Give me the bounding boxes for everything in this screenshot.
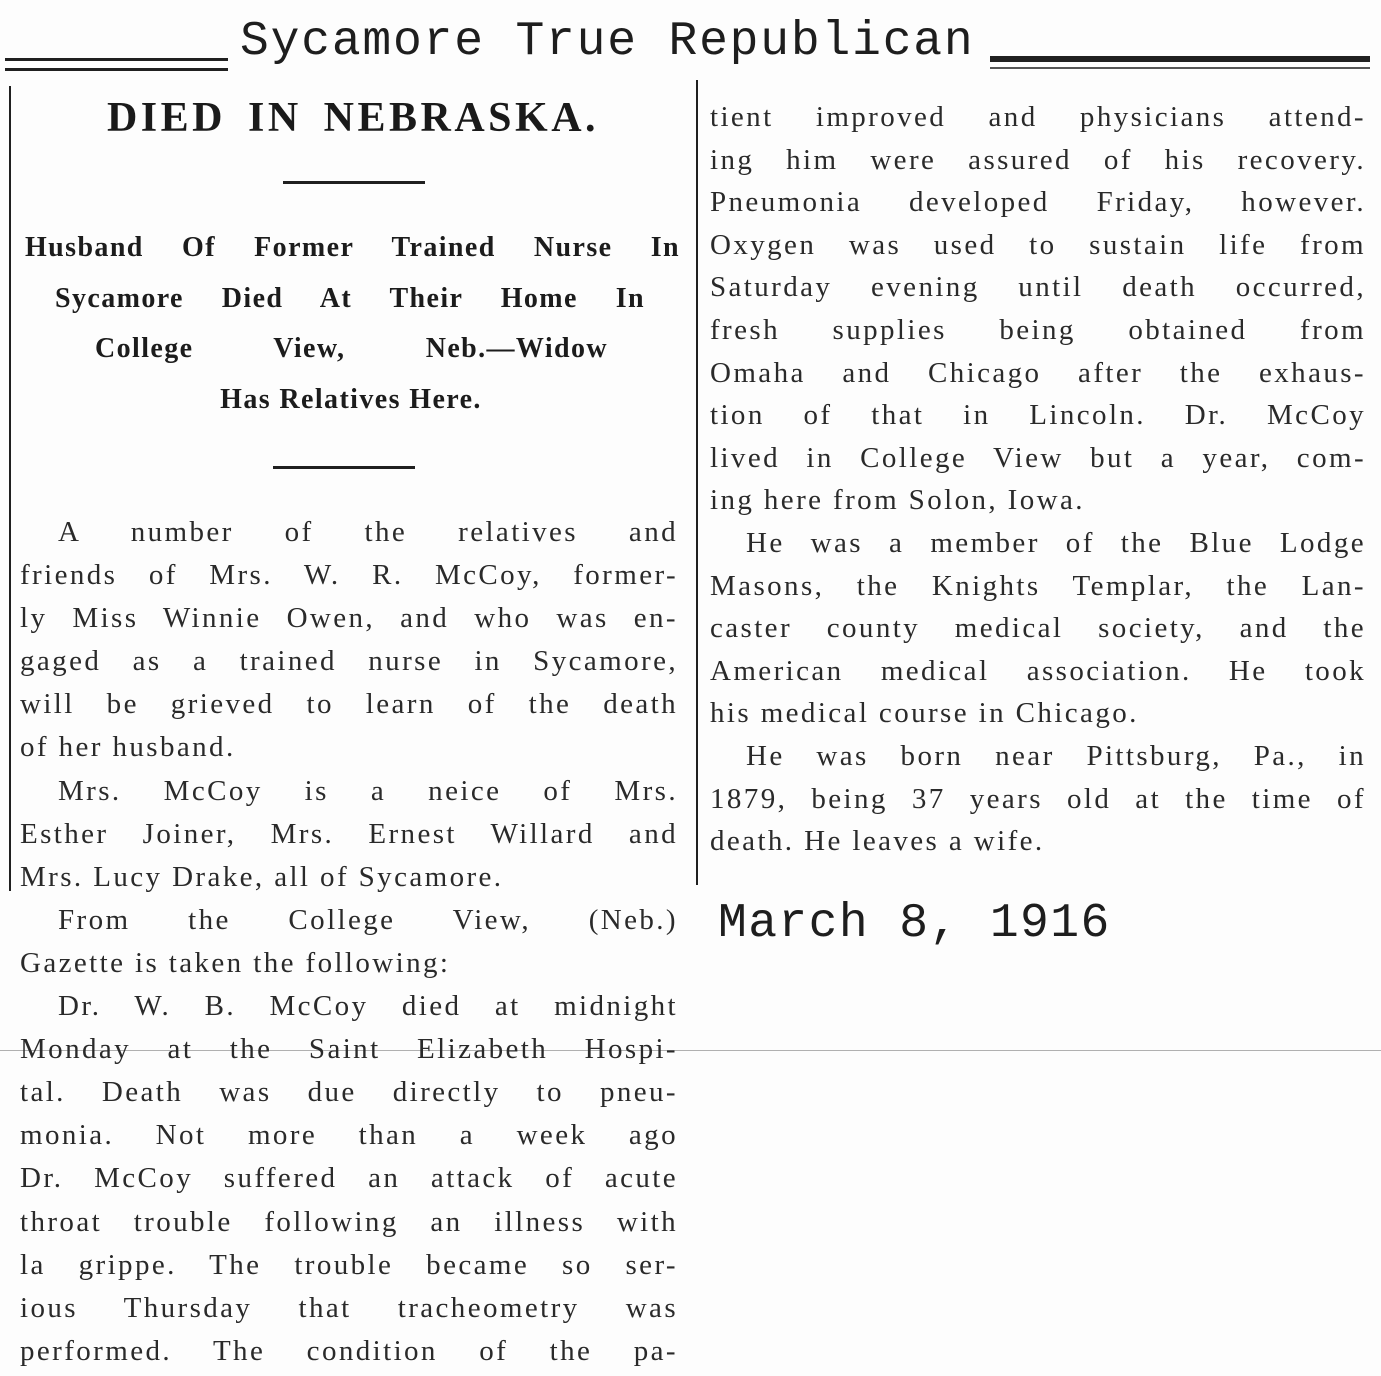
- text-line: lived in College View but a year, com-: [710, 441, 1366, 474]
- masthead-rule-left-lower: [5, 68, 228, 71]
- headline: DIED IN NEBRASKA.: [106, 95, 600, 141]
- paragraph: [20, 985, 678, 1373]
- paragraph: [20, 770, 678, 899]
- text-line: Oxygen was used to sustain life from: [710, 228, 1366, 261]
- text-line: monia. Not more than a week ago: [20, 1119, 678, 1152]
- text-line: ly Miss Winnie Owen, and who was en-: [20, 602, 678, 635]
- text-line: death. He leaves a wife.: [710, 825, 1045, 858]
- text-line: Saturday evening until death occurred,: [710, 271, 1366, 304]
- text-line: Pneumonia developed Friday, however.: [710, 186, 1366, 219]
- masthead-title: Sycamore True Republican: [240, 15, 975, 69]
- text-line: of her husband.: [20, 731, 236, 764]
- column-separator-line: [696, 80, 698, 885]
- text-line: caster county medical society, and the: [710, 612, 1366, 645]
- text-line: From the College View, (Neb.): [58, 903, 678, 936]
- masthead-rule-right-lower: [990, 67, 1370, 69]
- headline-divider: [283, 181, 425, 184]
- subheadline-line: College View, Neb.—Widow: [95, 333, 608, 365]
- paragraph: [710, 522, 1366, 735]
- right-column: [710, 96, 1366, 863]
- text-line: tient improved and physicians attend-: [710, 101, 1366, 133]
- paragraph: [710, 96, 1366, 522]
- text-line: 1879, being 37 years old at the time of: [710, 782, 1366, 815]
- text-line: Masons, the Knights Templar, the Lan-: [710, 569, 1366, 602]
- text-line: A number of the relatives and: [58, 516, 678, 548]
- subheadline: [0, 223, 697, 426]
- text-line: Mrs. McCoy is a neice of Mrs.: [58, 774, 678, 807]
- paragraph: [20, 511, 678, 770]
- subheadline-line: Has Relatives Here.: [220, 384, 482, 416]
- text-line: Esther Joiner, Mrs. Ernest Willard and: [20, 817, 678, 850]
- text-line: gaged as a trained nurse in Sycamore,: [20, 645, 678, 678]
- left-column: [20, 511, 678, 1373]
- text-line: Dr. McCoy suffered an attack of acute: [20, 1162, 678, 1195]
- text-line: his medical course in Chicago.: [710, 697, 1139, 730]
- text-line: throat trouble following an illness with: [20, 1205, 678, 1238]
- masthead-rule-left-upper: [5, 58, 228, 61]
- subheadline-divider: [273, 466, 415, 469]
- text-line: Mrs. Lucy Drake, all of Sycamore.: [20, 860, 504, 893]
- text-line: ing here from Solon, Iowa.: [710, 484, 1085, 517]
- text-line: ious Thursday that tracheometry was: [20, 1291, 678, 1324]
- text-line: tal. Death was due directly to pneu-: [20, 1076, 678, 1109]
- text-line: friends of Mrs. W. R. McCoy, former-: [20, 559, 678, 592]
- paragraph: [20, 899, 678, 985]
- paragraph: [710, 735, 1366, 863]
- text-line: American medical association. He took: [710, 654, 1366, 687]
- text-line: will be grieved to learn of the death: [20, 688, 678, 721]
- text-line: Omaha and Chicago after the exhaus-: [710, 356, 1366, 389]
- text-line: la grippe. The trouble became so ser-: [20, 1248, 678, 1281]
- subheadline-line: Husband Of Former Trained Nurse In: [25, 232, 680, 263]
- text-line: Monday at the Saint Elizabeth Hospi-: [20, 1033, 678, 1066]
- text-line: He was born near Pittsburg, Pa., in: [746, 739, 1366, 772]
- text-line: Dr. W. B. McCoy died at midnight: [58, 990, 678, 1023]
- left-border-line: [9, 86, 11, 891]
- text-line: Gazette is taken the following:: [20, 946, 451, 979]
- text-line: tion of that in Lincoln. Dr. McCoy: [710, 399, 1366, 432]
- masthead-rule-right-upper: [990, 56, 1370, 62]
- text-line: ing him were assured of his recovery.: [710, 143, 1366, 176]
- text-line: performed. The condition of the pa-: [20, 1334, 678, 1367]
- subheadline-line: Sycamore Died At Their Home In: [55, 282, 645, 314]
- publication-date: March 8, 1916: [718, 897, 1111, 951]
- text-line: fresh supplies being obtained from: [710, 313, 1366, 346]
- text-line: He was a member of the Blue Lodge: [746, 526, 1366, 559]
